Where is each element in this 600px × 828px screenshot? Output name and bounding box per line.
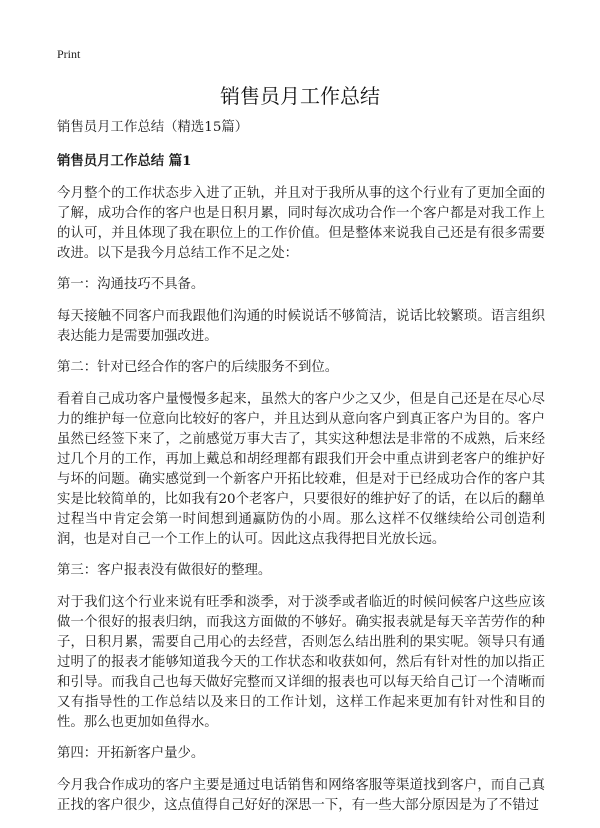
print-link[interactable]: Print	[57, 47, 81, 61]
paragraph-new-clients: 今月我合作成功的客户主要是通过电话销售和网络客服等渠道找到客户，而自己真正找的客户很少，这点值得自己好好的深思一下，有一些大部分原因是为了不错过	[57, 778, 545, 813]
article-body	[57, 118, 545, 827]
point-heading-3: 第三：客户报表没有做很好的整理。	[57, 563, 272, 578]
paragraph-reports: 对于我们这个行业来说有旺季和淡季，对于淡季或者临近的时候问候客户这些应该做一个很好的报表归纳，而我这方面做的不够好。确实报表就是每天辛苦劳作的种子，日积月累，需要自己用心的去经营，否则怎么结出胜利的果实呢。领导只有通过明了的报表才能够知道我今天的工作状态和收获如何，然后有针对性的加以指正和引导。而我自己也每天做好完整而又详细的报表也可以每天给自己订一个清晰而又有指导性的工作总结以及来日的工作计划，这样工作起来更加有针对性和目的性。那么也更加如鱼得水。	[57, 595, 545, 730]
point-heading-4: 第四：开拓新客户量少。	[57, 746, 205, 761]
point-heading-1: 第一：沟通技巧不具备。	[57, 277, 205, 292]
point-heading-2: 第二：针对已经合作的客户的后续服务不到位。	[57, 360, 339, 375]
paragraph-communication: 每天接触不同客户而我跟他们沟通的时候说话不够简洁，说话比较繁琐。语言组织表达能力是需要加强改进。	[57, 309, 545, 344]
article-heading: 销售员月工作总结 篇1	[57, 153, 192, 169]
document-subtitle: 销售员月工作总结（精选15篇）	[57, 120, 249, 135]
paragraph-follow-up: 看着自己成功客户量慢慢多起来，虽然大的客户少之又少，但是自己还是在尽心尽力的维护每一位意向比较好的客户，并且达到从意向客户到真正客户为目的。客户虽然已经签下来了，之前感觉万事大吉了，其实这种想法是非常的不成熟，后来经过几个月的工作，再加上戴总和胡经理都有跟我们开会中重点讲到老客户的维护好与坏的问题。确实感觉到一个新客户开拓比较难，但是对于已经成功合作的客户其实是比较简单的，比如我有20个老客户，只要很好的维护好了的话，在以后的翻单过程当中肯定会第一时间想到通赢防伪的小周。那么这样不仅继续给公司创造利润，也是对自己一个工作上的认可。因此这点我得把目光放长远。	[57, 392, 545, 547]
page-title: 销售员月工作总结	[220, 84, 380, 108]
paragraph-intro: 今月整个的工作状态步入进了正轨，并且对于我所从事的这个行业有了更加全面的了解，成功合作的客户也是日积月累，同时每次成功合作一个客户都是对我工作上的认可，并且体现了我在职位上的工作价值。但是整体来说我自己还是有很多需要改进。以下是我今月总结工作不足之处：	[57, 186, 545, 261]
